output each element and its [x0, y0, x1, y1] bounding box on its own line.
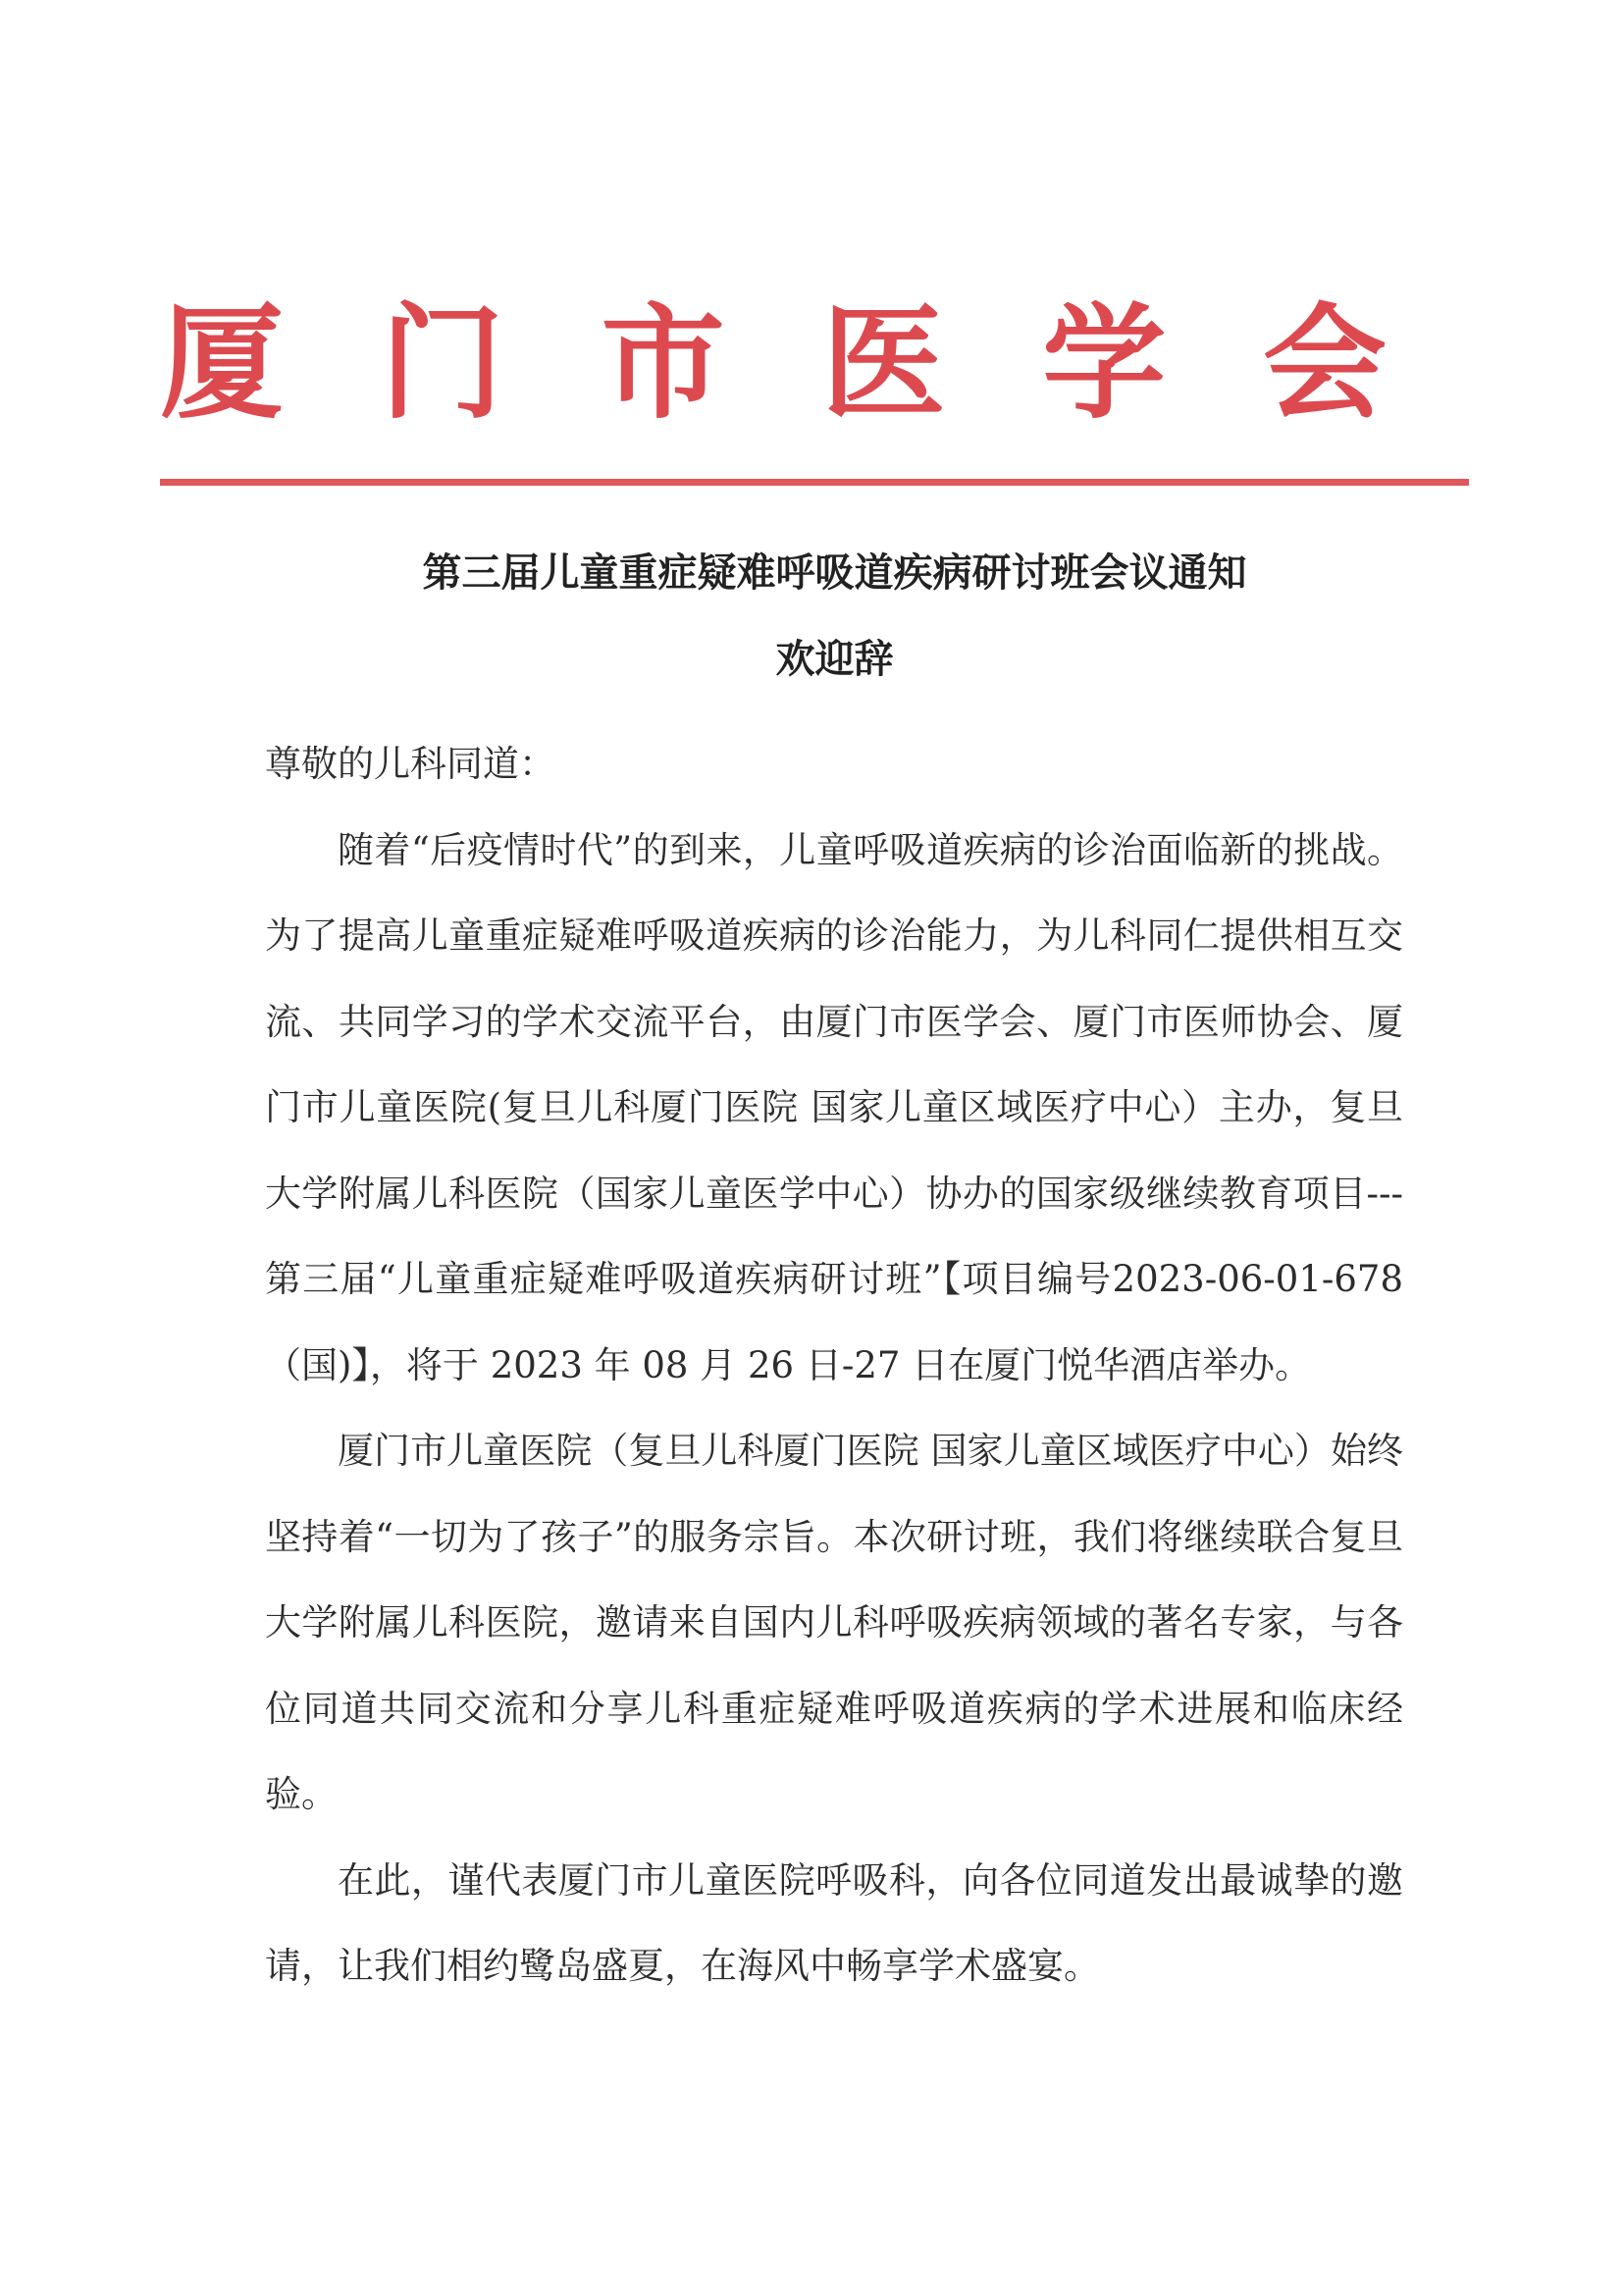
letterhead-char: 会 — [1262, 290, 1387, 436]
letterhead-char: 医 — [821, 290, 946, 436]
salutation: 尊敬的儿科同道： — [265, 743, 555, 785]
letterhead-char: 学 — [1042, 290, 1167, 436]
document-title: 第三届儿童重症疑难呼吸道疾病研讨班会议通知 — [422, 550, 1247, 596]
body-paragraph: 随着“后疫情时代”的到来，儿童呼吸道疾病的诊治面临新的挑战。为了提高儿童重症疑难呼吸道疾病的诊治能力，为儿科同仁提供相互交流、共同学习的学术交流平台，由厦门市医学会、厦门市医师协会、厦门市儿童医院(复旦儿科厦门医院 国家儿童区域医疗中心）主办，复旦大学附属儿科医院（国家儿童医学中心）协办的国家级继续教育项目---第三届“儿童重症疑难呼吸道疾病研讨班”【项目编号2023-06-01-678（国)】，将于 2023 年 08 月 26 日-27 日在厦门悦华酒店举办。 — [265, 828, 1403, 1386]
letterhead-char: 门 — [380, 290, 504, 436]
document-subtitle: 欢迎辞 — [775, 637, 894, 682]
letter-body — [265, 721, 1403, 2009]
body-paragraph: 在此，谨代表厦门市儿童医院呼吸科，向各位同道发出最诚挚的邀请，让我们相约鹭岛盛夏，在海风中畅享学术盛宴。 — [265, 1858, 1403, 1987]
letterhead-divider — [160, 479, 1469, 486]
letterhead-char: 市 — [601, 290, 725, 436]
letterhead-char: 厦 — [160, 290, 284, 436]
letterhead-organization-name — [160, 285, 1387, 442]
body-paragraph: 厦门市儿童医院（复旦儿科厦门医院 国家儿童区域医疗中心）始终坚持着“一切为了孩子”的服务宗旨。本次研讨班，我们将继续联合复旦大学附属儿科医院，邀请来自国内儿科呼吸疾病领域的著名专家，与各位同道共同交流和分享儿科重症疑难呼吸道疾病的学术进展和临床经验。 — [265, 1430, 1403, 1815]
